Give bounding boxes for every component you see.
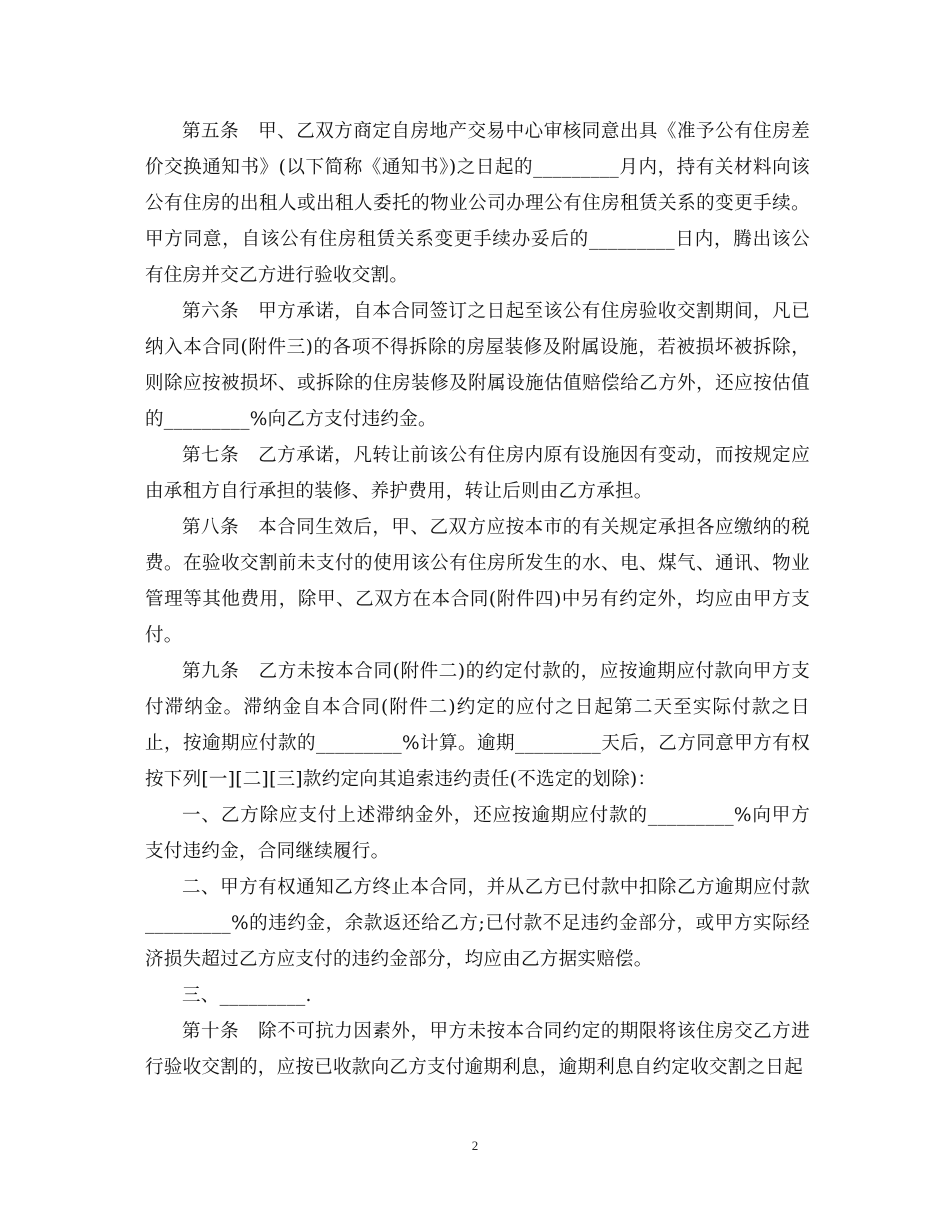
document-body — [145, 114, 810, 1086]
paragraph-clause-1: 一、乙方除应支付上述滞纳金外，还应按逾期应付款的_________%向甲方支付违约金，合同继续履行。 — [145, 805, 810, 862]
paragraph-article-7: 第七条 乙方承诺，凡转让前该公有住房内原有设施因有变动，而按规定应由承租方自行承担的装修、养护费用，转让后则由乙方承担。 — [145, 445, 810, 502]
page-number: 2 — [471, 1138, 479, 1153]
paragraph-article-8: 第八条 本合同生效后，甲、乙双方应按本市的有关规定承担各应缴纳的税费。在验收交割前未支付的使用该公有住房所发生的水、电、煤气、通讯、物业管理等其他费用，除甲、乙双方在本合同(附件四)中另有约定外，均应由甲方支付。 — [145, 517, 810, 646]
paragraph-clause-3: 三、_________. — [182, 985, 312, 1006]
paragraph-clause-2: 二、甲方有权通知乙方终止本合同，并从乙方已付款中扣除乙方逾期应付款_________%的违约金，余款返还给乙方;已付款不足违约金部分，或甲方实际经济损失超过乙方应支付的违约金部分，均应由乙方据实赔偿。 — [145, 877, 810, 970]
paragraph-article-5: 第五条 甲、乙双方商定自房地产交易中心审核同意出具《准予公有住房差价交换通知书》(以下简称《通知书》)之日起的_________月内，持有关材料向该公有住房的出租人或出租人委托的物业公司办理公有住房租赁关系的变更手续。甲方同意，自该公有住房租赁关系变更手续办妥后的_________日内，腾出该公有住房并交乙方进行验收交割。 — [145, 121, 810, 286]
paragraph-article-9: 第九条 乙方未按本合同(附件二)的约定付款的，应按逾期应付款向甲方支付滞纳金。滞纳金自本合同(附件二)约定的应付之日起第二天至实际付款之日止，按逾期应付款的_________%计算。逾期_________天后，乙方同意甲方有权按下列[一][二][三]款约定向其追索违约责任(不选定的划除)： — [145, 661, 810, 790]
paragraph-article-6: 第六条 甲方承诺，自本合同签订之日起至该公有住房验收交割期间，凡已纳入本合同(附件三)的各项不得拆除的房屋装修及附属设施，若被损坏被拆除，则除应按被损坏、或拆除的住房装修及附属设施估值赔偿给乙方外，还应按估值的_________%向乙方支付违约金。 — [145, 301, 810, 430]
paragraph-article-10: 第十条 除不可抗力因素外，甲方未按本合同约定的期限将该住房交乙方进行验收交割的，应按已收款向乙方支付逾期利息，逾期利息自约定收交割之日起 — [145, 1021, 810, 1078]
